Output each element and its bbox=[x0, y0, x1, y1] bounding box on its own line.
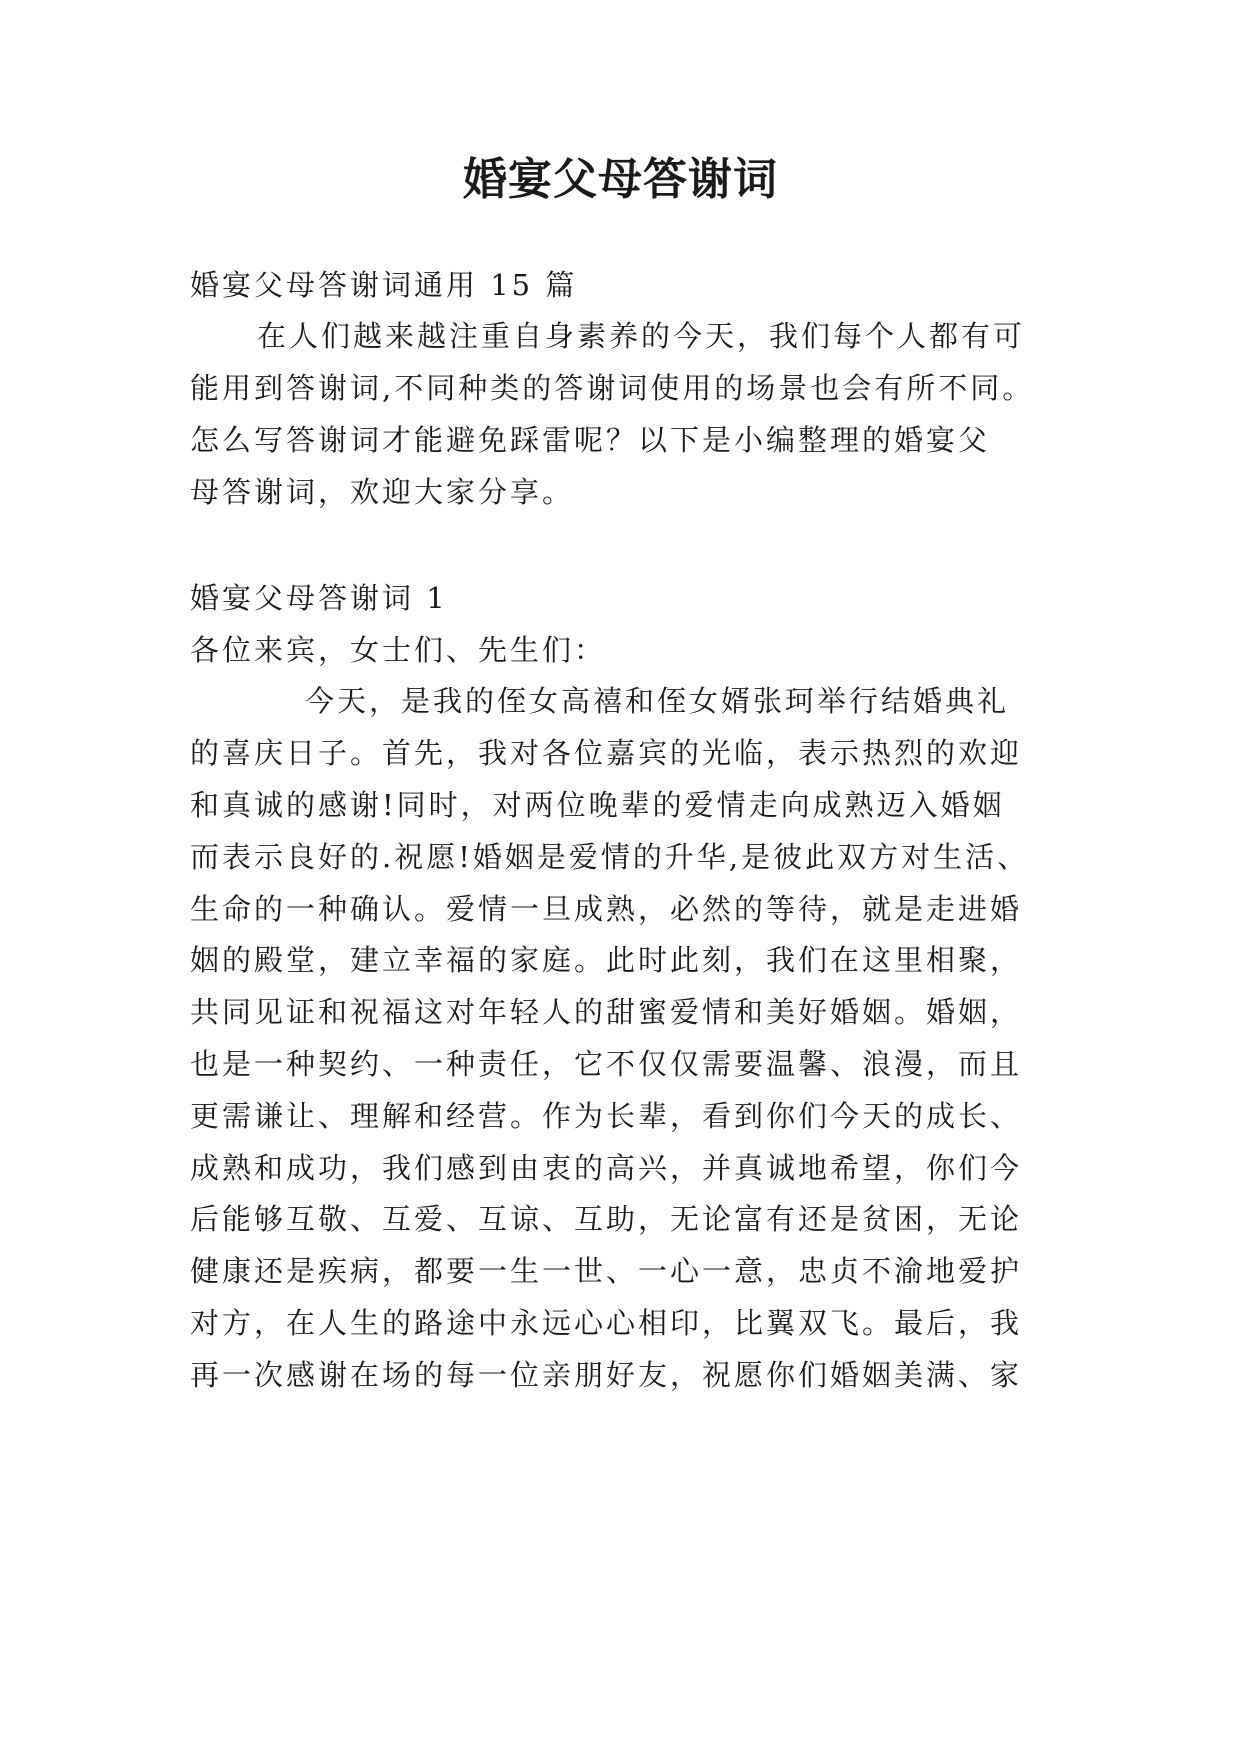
section-heading: 婚宴父母答谢词 1 bbox=[190, 581, 448, 615]
subtitle-line: 婚宴父母答谢词通用 15 篇 bbox=[190, 268, 578, 302]
speech-paragraph-line: 对方，在人生的路途中永远心心相印，比翼双飞。最后，我 bbox=[190, 1306, 1023, 1340]
speech-paragraph-line: 的喜庆日子。首先，我对各位嘉宾的光临，表示热烈的欢迎 bbox=[190, 736, 1023, 770]
speech-paragraph-line: 共同见证和祝福这对年轻人的甜蜜爱情和美好婚姻。婚姻， bbox=[190, 995, 1023, 1029]
speech-paragraph-line: 后能够互敬、互爱、互谅、互助，无论富有还是贫困，无论 bbox=[190, 1202, 1023, 1236]
speech-paragraph-line: 也是一种契约、一种责任，它不仅仅需要温馨、浪漫，而且 bbox=[190, 1047, 1023, 1081]
intro-paragraph-line: 母答谢词，欢迎大家分享。 bbox=[190, 475, 575, 509]
speech-paragraph-line: 更需谦让、理解和经营。作为长辈，看到你们今天的成长、 bbox=[190, 1099, 1023, 1133]
speech-paragraph-line: 再一次感谢在场的每一位亲朋好友，祝愿你们婚姻美满、家 bbox=[190, 1358, 1023, 1392]
intro-paragraph-line: 怎么写答谢词才能避免踩雷呢？以下是小编整理的婚宴父 bbox=[190, 423, 991, 457]
speech-paragraph-line: 姻的殿堂，建立幸福的家庭。此时此刻，我们在这里相聚， bbox=[190, 943, 1023, 977]
speech-paragraph-line: 成熟和成功，我们感到由衷的高兴，并真诚地希望，你们今 bbox=[190, 1151, 1023, 1185]
speech-paragraph-line: 生命的一种确认。爱情一旦成熟，必然的等待，就是走进婚 bbox=[190, 892, 1023, 926]
speech-paragraph-line: 健康还是疾病，都要一生一世、一心一意，忠贞不渝地爱护 bbox=[190, 1254, 1023, 1288]
intro-paragraph-line: 在人们越来越注重自身素养的今天，我们每个人都有可 bbox=[257, 319, 1026, 353]
speech-paragraph-line: 和真诚的感谢!同时，对两位晚辈的爱情走向成熟迈入婚姻 bbox=[190, 788, 1005, 822]
speech-paragraph-line: 而表示良好的.祝愿!婚姻是爱情的升华,是彼此双方对生活、 bbox=[190, 840, 1030, 874]
intro-paragraph-line: 能用到答谢词,不同种类的答谢词使用的场景也会有所不同。 bbox=[190, 371, 1035, 405]
document-title: 婚宴父母答谢词 bbox=[463, 154, 778, 205]
speech-paragraph-line: 今天，是我的侄女高禧和侄女婿张珂举行结婚典礼 bbox=[305, 684, 1010, 718]
salutation-line: 各位来宾，女士们、先生们： bbox=[190, 633, 607, 667]
